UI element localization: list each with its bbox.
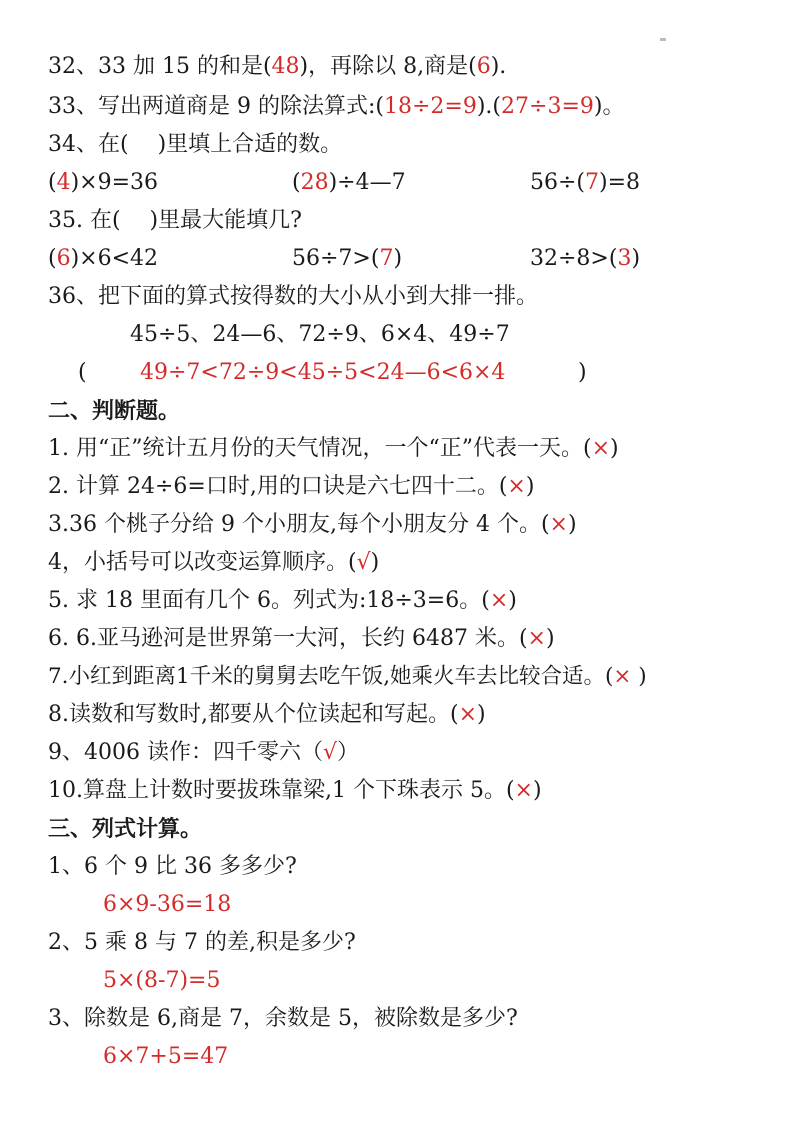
answer: 7 (585, 170, 600, 195)
item-3: 56÷(7)=8 (530, 170, 641, 195)
judge-item: 5. 求 18 里面有几个 6。列式为:18÷3=6。(×) (48, 588, 517, 613)
answer-mark: √ (356, 550, 371, 575)
answer: 28 (300, 170, 329, 195)
question-35-title: 35. 在( )里最大能填几? (48, 208, 302, 233)
item-2: (28)÷4—7 (292, 170, 406, 195)
judge-item: 9、4006 读作：四千零六（√） (48, 740, 360, 765)
item-1: (4)×9=36 (48, 170, 159, 195)
answer: 4 (56, 170, 71, 195)
answer-mark: √ (322, 740, 338, 765)
judge-item: 8.读数和写数时,都要从个位读起和写起。(×) (48, 702, 486, 727)
answer: 6 (476, 54, 491, 79)
question-36-title: 36、把下面的算式按得数的大小从小到大排一排。 (48, 284, 538, 309)
item-2: 56÷7>(7) (292, 246, 403, 271)
answer-mark: × (507, 474, 526, 499)
judge-item: 1. 用“正”统计五月份的天气情况，一个“正”代表一天。(×) (48, 436, 619, 461)
item-3: 32÷8>(3) (530, 246, 641, 271)
question-32: 32、33 加 15 的和是(48)，再除以 8,商是(6). (48, 54, 507, 79)
answer-mark: × (458, 702, 478, 727)
question-36-answer: ( 49÷7<72÷9<45÷5<24—6<6×4 ) (78, 358, 638, 388)
judge-item: 4，小括号可以改变运算顺序。(√) (48, 550, 380, 575)
judge-item: 7.小红到距离1千米的舅舅去吃午饭,她乘火车去比较合适。(× ) (48, 664, 647, 689)
calc-question: 1、6 个 9 比 36 多多少? (48, 854, 297, 879)
scan-mark (660, 38, 666, 41)
question-35-items (48, 244, 748, 274)
question-34-items (48, 168, 748, 198)
question-34-title: 34、在( )里填上合适的数。 (48, 132, 343, 157)
answer-mark: × (514, 778, 533, 803)
answer: 18÷2=9 (383, 94, 477, 119)
judge-item: 10.算盘上计数时要拔珠靠梁,1 个下珠表示 5。(×) (48, 778, 542, 803)
answer: 3 (617, 246, 632, 271)
calc-answer: 5×(8-7)=5 (103, 968, 221, 993)
section-2-heading: 二、判断题。 (48, 398, 181, 424)
item-1: (6)×6<42 (48, 246, 159, 271)
answer-mark: × (591, 436, 610, 461)
answer: 6 (56, 246, 71, 271)
judge-item: 2. 计算 24÷6=口时,用的口诀是六七四十二。(×) (48, 474, 535, 499)
question-33: 33、写出两道商是 9 的除法算式:(18÷2=9).(27÷3=9)。 (48, 94, 625, 119)
answer-mark: × (549, 512, 568, 537)
section-3-heading: 三、列式计算。 (48, 816, 203, 842)
answer-mark: × (527, 626, 546, 651)
answer: 27÷3=9 (501, 94, 594, 119)
question-36-expressions: 45÷5、24—6、72÷9、6×4、49÷7 (130, 322, 510, 347)
judge-item: 6. 6.亚马逊河是世界第一大河，长约 6487 米。(×) (48, 626, 555, 651)
answer: 49÷7<72÷9<45÷5<24—6<6×4 (140, 360, 506, 385)
answer: 7 (379, 246, 394, 271)
answer: 48 (271, 54, 300, 79)
calc-question: 2、5 乘 8 与 7 的差,积是多少? (48, 930, 356, 955)
judge-item: 3.36 个桃子分给 9 个小朋友,每个小朋友分 4 个。(×) (48, 512, 577, 537)
calc-question: 3、除数是 6,商是 7，余数是 5，被除数是多少? (48, 1006, 518, 1031)
answer-mark: × (613, 664, 632, 689)
answer-mark: × (489, 588, 509, 613)
calc-answer: 6×9-36=18 (103, 892, 232, 917)
calc-answer: 6×7+5=47 (103, 1044, 229, 1069)
